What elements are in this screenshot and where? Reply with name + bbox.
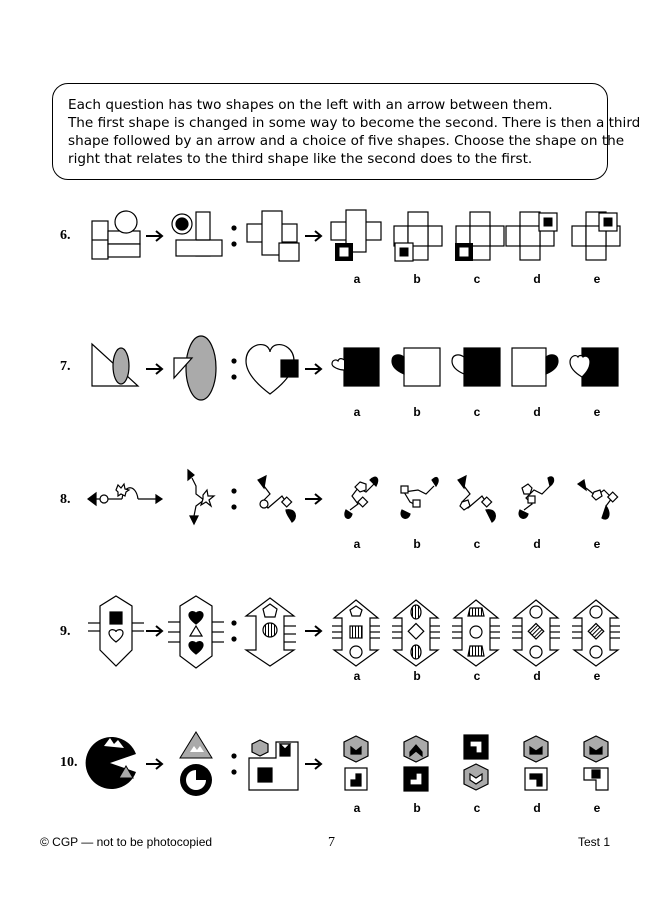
instruction-line-4: right that relates to the third shape like the second does to the first.	[68, 151, 533, 167]
option-7b[interactable]: b	[413, 405, 421, 419]
option-10b[interactable]: b	[413, 801, 421, 815]
q9-option-e-figure	[572, 600, 620, 666]
option-9a[interactable]: a	[353, 669, 361, 683]
q10-option-d-figure	[524, 736, 548, 790]
option-9d[interactable]: d	[533, 669, 541, 683]
q6-option-a-figure	[331, 210, 381, 261]
q10-option-a-figure	[344, 736, 368, 790]
q7-option-e-figure	[570, 348, 618, 386]
option-6e[interactable]: e	[593, 272, 601, 286]
q10-arrow-2	[305, 759, 321, 769]
q9-option-d-figure	[512, 600, 560, 666]
q7-figure-3	[246, 345, 298, 394]
footer-page-number: 7	[328, 835, 335, 850]
q6-figure-2	[172, 212, 222, 256]
q8-figure-1	[88, 484, 162, 505]
question-number-10: 10.	[60, 755, 78, 770]
q7-separator-dots	[231, 358, 236, 379]
q6-arrow-2	[305, 231, 321, 241]
q9-separator-dots	[231, 620, 236, 641]
q10-figure-1	[86, 737, 136, 789]
q9-figure-3	[246, 598, 296, 666]
q8-option-a-figure	[345, 477, 378, 518]
option-9e[interactable]: e	[593, 669, 601, 683]
option-9c[interactable]: c	[473, 669, 481, 683]
q7-figure-2	[174, 336, 216, 400]
option-8d[interactable]: d	[533, 537, 541, 551]
q9-arrow-1	[146, 626, 162, 636]
q9-option-c-figure	[452, 600, 500, 666]
footer-copyright: © CGP — not to be photocopied	[40, 835, 213, 849]
option-8e[interactable]: e	[593, 537, 601, 551]
option-8a[interactable]: a	[353, 537, 361, 551]
option-7c[interactable]: c	[473, 405, 481, 419]
q6-separator-dots	[231, 225, 236, 246]
q6-figure-1	[92, 211, 140, 259]
option-10d[interactable]: d	[533, 801, 541, 815]
q7-option-b-figure	[392, 348, 440, 386]
option-6c[interactable]: c	[473, 272, 481, 286]
q7-figure-1	[92, 344, 138, 386]
q7-option-a-figure	[332, 348, 379, 386]
option-10a[interactable]: a	[353, 801, 361, 815]
footer-test-label: Test 1	[578, 835, 611, 849]
option-6d[interactable]: d	[533, 272, 541, 286]
q8-figure-3	[258, 476, 295, 522]
q8-arrow-2	[305, 494, 321, 504]
option-8b[interactable]: b	[413, 537, 421, 551]
q8-separator-dots	[231, 488, 236, 509]
question-number-8: 8.	[60, 492, 71, 507]
q6-figure-3	[247, 211, 299, 261]
question-number-9: 9.	[60, 624, 71, 639]
q7-arrow-1	[146, 364, 162, 374]
q7-option-c-figure	[452, 348, 500, 386]
q10-option-e-figure	[584, 736, 608, 790]
instruction-line-2: The first shape is changed in some way to become the second. There is then a third	[68, 115, 641, 131]
q6-option-c-figure	[455, 212, 504, 261]
q10-figure-3	[249, 740, 298, 790]
q9-option-a-figure	[332, 600, 380, 666]
q8-option-d-figure	[519, 477, 554, 518]
q9-arrow-2	[305, 626, 321, 636]
option-6a[interactable]: a	[353, 272, 361, 286]
option-8c[interactable]: c	[473, 537, 481, 551]
question-number-7: 7.	[60, 359, 71, 374]
q10-option-c-figure	[464, 735, 488, 790]
q9-figure-2	[168, 596, 224, 668]
instruction-line-3: shape followed by an arrow and a choice of five shapes. Choose the shape on the	[68, 133, 625, 149]
q9-figure-1	[88, 596, 144, 666]
option-7d[interactable]: d	[533, 405, 541, 419]
option-6b[interactable]: b	[413, 272, 421, 286]
q6-option-d-figure	[506, 212, 557, 260]
q10-option-b-figure	[404, 736, 428, 791]
q8-option-e-figure	[578, 480, 618, 519]
q7-arrow-2	[305, 364, 321, 374]
question-number-6: 6.	[60, 228, 71, 243]
q7-option-d-figure	[512, 348, 558, 386]
option-10c[interactable]: c	[473, 801, 481, 815]
q10-figure-2	[180, 732, 212, 796]
option-7a[interactable]: a	[353, 405, 361, 419]
q6-option-e-figure	[572, 212, 620, 260]
q10-separator-dots	[231, 753, 236, 774]
q8-option-c-figure	[458, 476, 495, 522]
q6-arrow-1	[146, 231, 162, 241]
option-7e[interactable]: e	[593, 405, 601, 419]
q8-figure-2	[188, 470, 214, 524]
option-9b[interactable]: b	[413, 669, 421, 683]
q6-option-b-figure	[394, 212, 442, 261]
instruction-line-1: Each question has two shapes on the left with an arrow between them.	[68, 97, 553, 113]
q8-option-b-figure	[401, 478, 438, 519]
option-10e[interactable]: e	[593, 801, 601, 815]
q10-arrow-1	[146, 759, 162, 769]
q9-option-b-figure	[392, 600, 440, 666]
